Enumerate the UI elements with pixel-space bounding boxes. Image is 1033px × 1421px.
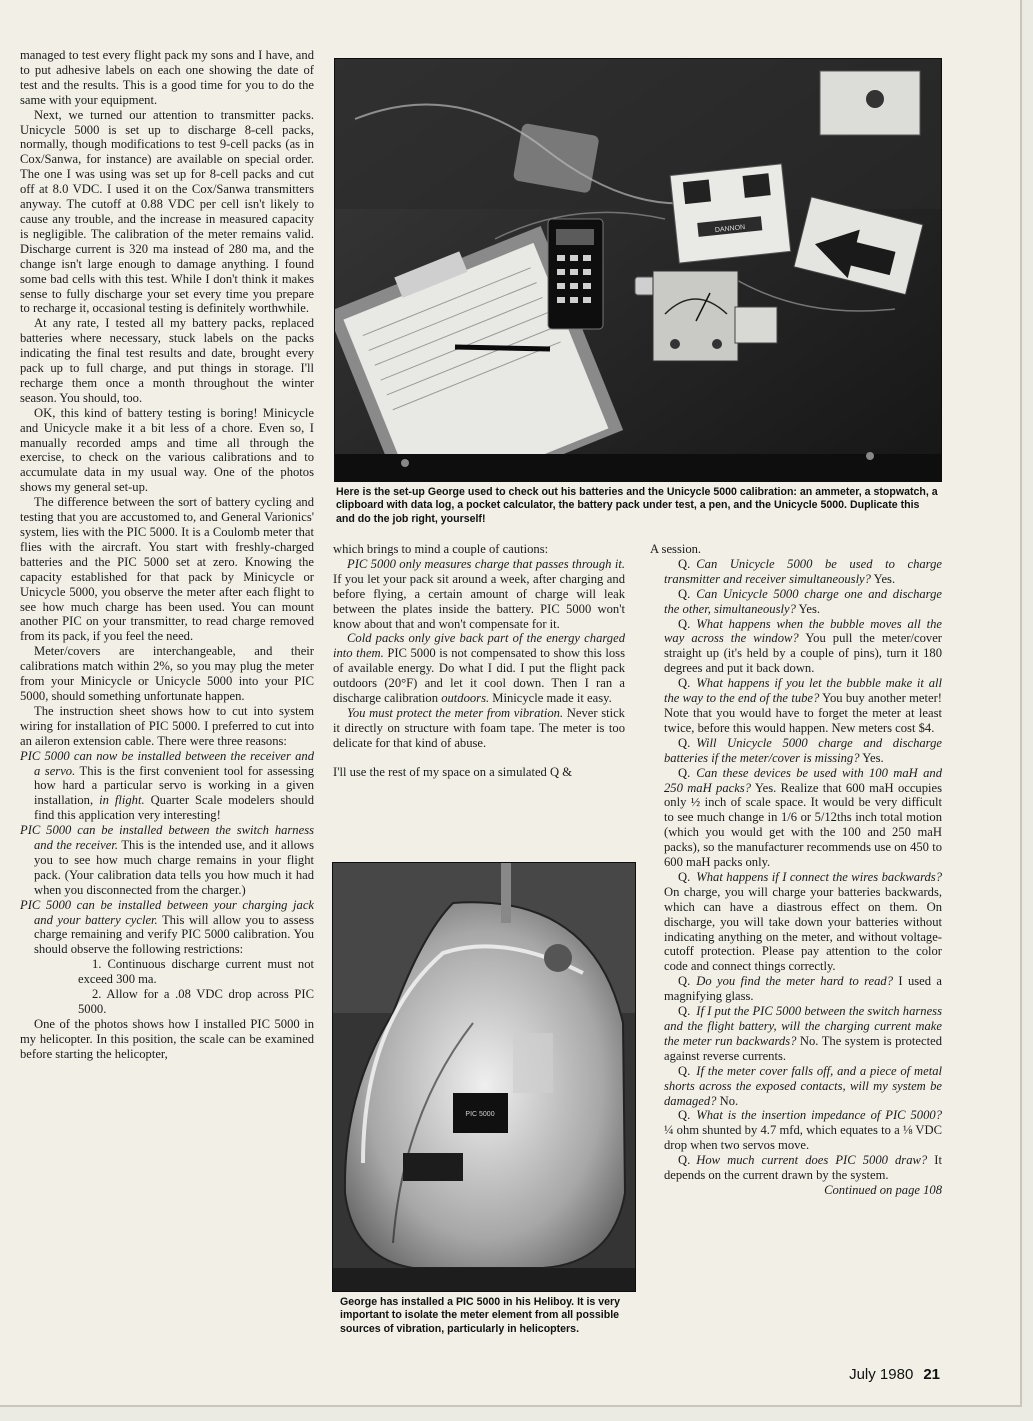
caution-3: [333, 706, 625, 751]
caution-3-lead: You must protect the meter from vibration.: [347, 705, 564, 720]
qa-item: [650, 587, 942, 617]
qa-item: [650, 617, 942, 677]
calculator: [548, 219, 603, 329]
qa-question: What happens when the bubble moves all the way across the window?: [664, 616, 942, 646]
qa-answer: Yes.: [870, 571, 896, 586]
paragraph: I'll use the rest of my space on a simulated Q &: [333, 764, 573, 779]
qa-prefix: Q.: [678, 586, 691, 601]
qa-prefix: Q.: [678, 1004, 691, 1019]
reason-1-text-end: Quarter Scale modelers should find this application very interesting!: [34, 793, 314, 823]
reason-2-lead: PIC 5000 can be installed between the switch harness and the receiver.: [20, 823, 314, 853]
qa-answer: You buy another meter! Note that you would have to forget the meter at least twice, before this would happen. New meters cost $4.: [664, 691, 942, 735]
qa-item: [650, 1004, 942, 1064]
caution-2-lead: Cold packs only give back part of the energy charged into them.: [333, 631, 625, 661]
qa-item: [650, 676, 942, 736]
restriction-1: 1. Continuous discharge current must not exceed 300 ma.: [78, 957, 314, 987]
page-footer: [849, 1366, 940, 1383]
qa-answer: No.: [716, 1093, 739, 1108]
paragraph: The instruction sheet shows how to cut into system wiring for installation of PIC 5000. I preferred to cut into an aileron extension cable. There were three reasons:: [20, 703, 314, 748]
caution-1-text: If you let your pack sit around a week, after charging and before flying, a certain amount of charge will leak between the plates inside the battery. PIC 5000 won't know about that and won't compensate for it.: [333, 571, 625, 631]
article-column-3: [650, 542, 942, 1198]
reason-1-text: This is the first convenient tool for assessing how hard a particular servo is working in a given installation,: [34, 763, 315, 808]
qa-answer: It depends on the current drawn by the system.: [664, 1153, 942, 1183]
qa-item: [650, 1064, 942, 1109]
ammeter: [653, 271, 738, 361]
qa-item: [650, 557, 942, 587]
article-column-2: [333, 542, 625, 780]
qa-prefix: Q.: [678, 974, 691, 989]
qa-question: If the meter cover falls off, and a piece of metal shorts across the exposed contacts, will my system be damaged?: [664, 1063, 942, 1108]
reason-3-text: This will allow you to assess charge remaining and verify PIC 5000 calibration. You should observe the following restrictions:: [34, 912, 314, 957]
reason-2: [20, 823, 314, 898]
caution-2-text: PIC 5000 is not compensated to show this loss of available energy. Do what I did. I put the flight pack outdoors (20°F) and let it cool down. Then I ran a discharge calibration: [333, 646, 625, 706]
dannon-label: DANNON: [714, 224, 746, 235]
paragraph: OK, this kind of battery testing is boring! Minicycle and Unicycle make it a bit less of a chore. Even so, I manually recorded amps and time all through the exercise, to check on the various calibrations and to accumulate data in my usual way. One of the photos shows my general set-up.: [20, 405, 314, 495]
reason-2-text: This is the intended use, and it allows you to see how much charge remains in your flight pack. (Your calibration data tells you how much it had when you disconnected from the charger.): [34, 838, 315, 897]
helicopter-photo: [332, 862, 636, 1292]
unicycle-5000: [670, 164, 791, 263]
qa-answer: Yes.: [859, 750, 884, 765]
continued-note: [650, 1183, 942, 1198]
caution-2-emphasis: outdoors.: [441, 691, 490, 706]
caution-1-lead: PIC 5000 only measures charge that passes through it.: [347, 556, 625, 571]
qa-answer: Yes.: [795, 601, 821, 616]
qa-question: Can Unicycle 5000 charge one and discharge the other, simultaneously?: [664, 586, 942, 616]
qa-answer: Yes. Realize that 600 maH occupies only ½ inch of scale space. It would be very difficult to see much change in 1/6 or 5/12ths inch total motion (which you would get with the 100 and 250 maH packs), so the manufacturer recommends use on 450 to 600 maH packs only.: [664, 780, 942, 870]
caution-2: [333, 631, 625, 706]
qa-answer: You pull the meter/cover straight up (it's held by a couple of pins), turn it 180 degrees and put it back down.: [664, 631, 942, 676]
paragraph: managed to test every flight pack my sons and I have, and to put adhesive labels on each one showing the date of test and the results. This is a good time for you to do the same with your equipment.: [20, 48, 314, 107]
paragraph: At any rate, I tested all my battery packs, replaced batteries where necessary, stuck labels on the packs indicating the final test results and date, brought every pack up to full charge, and put things in storage. I'll recharge them once a month throughout the winter season. You should, too.: [20, 316, 314, 405]
qa-item: [650, 870, 942, 974]
qa-prefix: Q.: [678, 556, 691, 571]
qa-prefix: Q.: [678, 869, 691, 884]
reason-3: [20, 898, 314, 958]
reason-1-lead: PIC 5000 can now be installed between the receiver and a servo.: [20, 748, 314, 778]
restriction-2: 2. Allow for a .08 VDC drop across PIC 5000.: [78, 987, 314, 1016]
qa-prefix: Q.: [678, 1108, 691, 1123]
caution-3-text: Never stick it directly on structure with foam tape. The meter is too delicate for that kind of abuse.: [333, 705, 625, 750]
continued-text: Continued on page 108: [824, 1182, 942, 1197]
qa-prefix: Q.: [678, 616, 691, 631]
paragraph: Next, we turned our attention to transmitter packs. Unicycle 5000 is set up to discharge 8-cell packs, normally, though modifications to test 9-cell packs (as in Cox/Sanwa, for instance) are available on special order. The one I was using was set up for 8-cell packs and cut off at 8.0 VDC. I used it on the Cox/Sanwa transmitters anyway. The cutoff at 0.88 VDC per cell isn't likely to cause any trouble, and the increase in measured capacity is negligible. The calibration of the meter remains valid. Discharge current is 320 ma instead of 280 ma, and the change isn't large enough to damage anything. I found some bad cells with this test. While I don't think it makes sense to fully discharge your set every time you prepare to recharge it, occasional testing is definitely worthwhile.: [20, 107, 314, 316]
reason-3-lead: PIC 5000 can be installed between your charging jack and your battery cycler.: [20, 897, 314, 927]
qa-prefix: Q.: [678, 1153, 691, 1168]
qa-item: [650, 1153, 942, 1183]
paragraph: The difference between the sort of battery cycling and testing that you are accustomed to, and General Varionics' system, lies with the PIC 5000. It is a Coulomb meter that flies with the aircraft. You start with freshly-charged batteries and the PIC 5000 set at zero. Knowing the capacity established for that pack by Minicycle or Unicycle 5000, you observe the meter after each flight to see how much charge has been used. You can mount another PIC on your transmitter, to read charge removed from its pack, if you feel the need.: [20, 495, 314, 644]
qa-prefix: Q.: [678, 1063, 691, 1078]
setup-photo: [334, 58, 942, 482]
qa-list: [650, 557, 942, 1183]
qa-prefix: Q.: [678, 735, 691, 750]
qa-question: Will Unicycle 5000 charge and discharge batteries if the meter/cover is missing?: [664, 735, 942, 765]
article-column-1: [20, 48, 314, 1062]
qa-question: How much current does PIC 5000 draw?: [696, 1153, 928, 1168]
paragraph: One of the photos shows how I installed PIC 5000 in my helicopter. In this position, the scale can be examined before starting the helicopter,: [20, 1016, 314, 1061]
qa-answer: No. The system is protected against reverse currents.: [664, 1033, 942, 1063]
qa-answer: ¼ ohm shunted by 4.7 mfd, which equates to a ⅛ VDC drop when two servos move.: [664, 1123, 942, 1153]
reason-1: [20, 749, 314, 824]
paragraph: which brings to mind a couple of cautions:: [333, 542, 549, 556]
qa-answer: I used a magnifying glass.: [664, 974, 942, 1004]
helicopter-photo-caption: George has installed a PIC 5000 in his Heliboy. It is very important to isolate the meter element from all possible sources of vibration, particularly in helicopters.: [340, 1296, 621, 1335]
qa-question: Can Unicycle 5000 be used to charge transmitter and receiver simultaneously?: [664, 556, 942, 586]
qa-item: [650, 974, 942, 1004]
qa-question: What happens if you let the bubble make it all the way to the end of the tube?: [664, 676, 942, 706]
qa-question: If I put the PIC 5000 between the switch harness and the flight battery, will the charging current make the meter run backwards?: [664, 1004, 942, 1048]
qa-question: Do you find the meter hard to read?: [696, 974, 894, 989]
meter-label: PIC 5000: [465, 1111, 495, 1118]
paragraph: A session.: [650, 542, 702, 556]
page-number: 21: [923, 1366, 940, 1383]
qa-prefix: Q.: [678, 676, 691, 691]
paragraph: Meter/covers are interchangeable, and their calibrations match within 2%, so you may plug the meter from your Minicycle or Unicycle 5000 into your PIC 5000, should something unfortunate happen.: [20, 644, 314, 703]
qa-prefix: Q.: [678, 765, 691, 780]
qa-question: What is the insertion impedance of PIC 5000?: [696, 1108, 942, 1123]
qa-answer: On charge, you will charge your batteries backwards, which can have a diastrous effect on them. On discharge, you will take down your batteries without indicating anything on the meter, and without voltage-cutoff protection. Please pay attention to the color code and connect things correctly.: [664, 884, 942, 974]
qa-item: [650, 1108, 942, 1153]
qa-question: What happens if I connect the wires backwards?: [696, 869, 942, 884]
helicopter-photo-image: [333, 863, 635, 1291]
issue-date: July 1980: [849, 1366, 914, 1383]
pen: [455, 347, 550, 349]
qa-item: [650, 736, 942, 766]
qa-item: [650, 766, 942, 870]
reason-1-emphasis: in flight.: [99, 793, 145, 808]
qa-question: Can these devices be used with 100 maH and 250 maH packs?: [664, 765, 942, 795]
caution-1: [333, 557, 625, 632]
caution-2-text-end: Minicycle made it easy.: [489, 691, 612, 706]
setup-photo-caption: Here is the set-up George used to check out his batteries and the Unicycle 5000 calibration: an ammeter, a stopwatch, a clipboard with data log, a pocket calculator, the battery pack under test, a pen, and the Unicycle 5000. Duplicate this and do the job right, yourself!: [336, 486, 938, 525]
setup-photo-image: [335, 59, 941, 481]
